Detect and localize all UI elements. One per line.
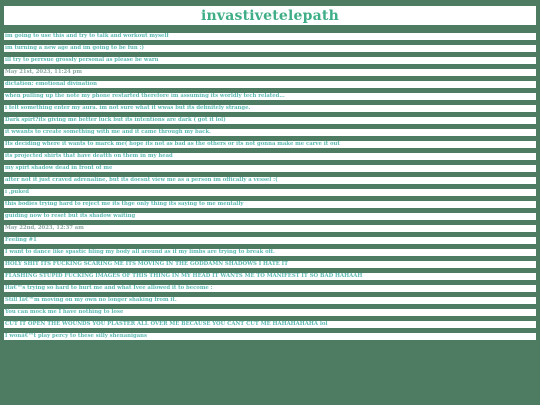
post-line: its projected shirts that have deatth on them in my head <box>4 153 536 160</box>
post-line: Itâ€™s trying so hard to hurt me and what Ivee allowed it to become : <box>4 285 536 292</box>
post-line: dictation: emotional divination <box>4 81 536 88</box>
post-date: May 22nd, 2023, 12:37 am <box>4 225 536 232</box>
post-line: HOLY SHIT ITS FUCKING SCARING ME ITS MOVING IN THE GODDAMN SHADOWS I HATE IT <box>4 261 536 268</box>
blog-title-link[interactable]: invastivetelepath <box>201 7 339 24</box>
post-date: May 21st, 2023, 11:24 pm <box>4 69 536 76</box>
post-line: I wonâ€™t play percy to these silly shenanigans <box>4 333 536 340</box>
post-line: guiding now to reset but its shadow waiting <box>4 213 536 220</box>
post-line: when pulling up the note my phone restarted therefore im assuming its worldly tech related... <box>4 93 536 100</box>
post-line: I want to dance like spastic filing my body all around as if my limbs are trying to break off. <box>4 249 536 256</box>
post-line: it wwants to create something with me and it came through my back. <box>4 129 536 136</box>
post-line: i felt something enter my aura. im not sure what it wwas but its definitely strange. <box>4 105 536 112</box>
post-line: FLASHING STUPID FUCKING IMAGES OF THIS THING IN MY HEAD IT WANTS ME TO MANIFEST IT SO BAD HAHAAH <box>4 273 536 280</box>
post-line: im turning a new age and im going to be fun :) <box>4 45 536 52</box>
post-line: You can mock me I have nothing to lose <box>4 309 536 316</box>
post-list <box>4 33 536 345</box>
post-line: Feeling #1 <box>4 237 536 244</box>
post-line: Dark spirt?its giving me better luck but its intentions are dark ( got it lol) <box>4 117 536 124</box>
blog-header <box>4 6 536 25</box>
post-line: Still Iâ€™m moving on my own no longer shaking from it. <box>4 297 536 304</box>
post-line: i ,puked <box>4 189 536 196</box>
post-line: CUT IT OPEN THE WOUNDS YOU PLASTER ALL OVER ME BECAUSE YOU CANT CUT ME HAHAHAHAHA lol <box>4 321 536 328</box>
post-line: im going to use this and try to talk and workout myself <box>4 33 536 40</box>
post-line: my spirt shadow dead in front of me <box>4 165 536 172</box>
post-line: Its deciding where it wants to marck me( hope its not as bad as the others or its not gonna make me carve it out <box>4 141 536 148</box>
post-line: after not it just craved adrenaline, but its doesnt view me as a person im offically a vessel :( <box>4 177 536 184</box>
post-line: this bodies trying hard to reject me its thge only thing its saying to me mentally <box>4 201 536 208</box>
post-line: ill try to perrsue grossly personal as please be warn <box>4 57 536 64</box>
